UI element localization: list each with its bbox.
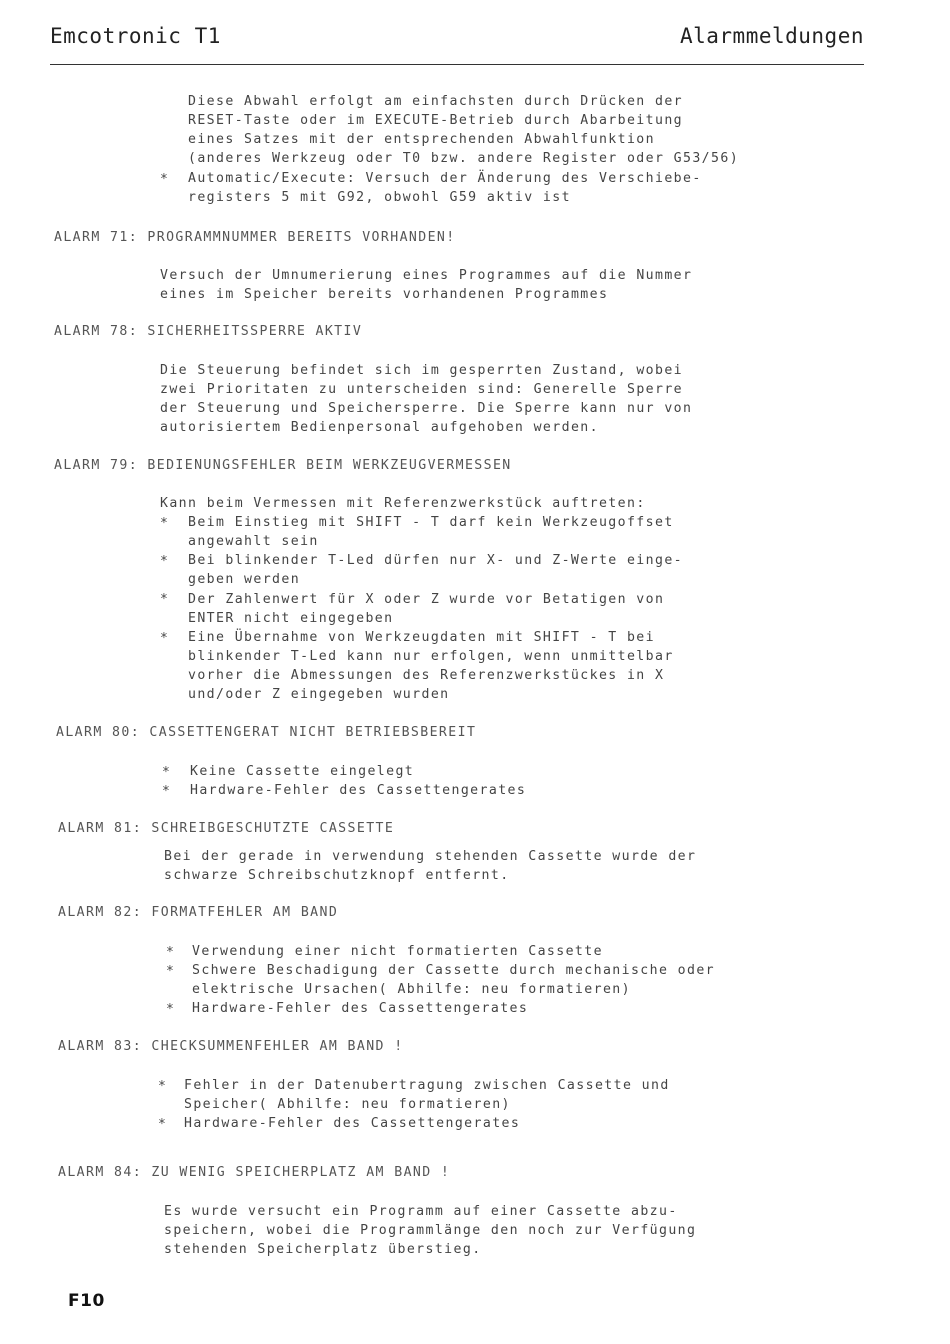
alarm-81-heading: ALARM 81: SCHREIBGESCHUTZTE CASSETTE (58, 821, 395, 836)
bullet-icon: * (160, 516, 168, 531)
bullet-icon: * (160, 554, 168, 569)
bullet-icon: * (160, 631, 168, 646)
text-line: speichern, wobei die Programmlänge den noch zur Verfügung (164, 1223, 697, 1238)
text-line: angewahlt sein (188, 534, 319, 549)
text-line: Fehler in der Datenubertragung zwischen Cassette und (184, 1078, 670, 1093)
header-title-left: Emcotronic T1 (50, 24, 221, 48)
bullet-icon: * (158, 1079, 166, 1094)
header-rule (50, 64, 864, 65)
text-line: ENTER nicht eingegeben (188, 611, 394, 626)
text-line: Versuch der Umnumerierung eines Programmes auf die Nummer (160, 268, 693, 283)
text-line: Bei blinkender T-Led dürfen nur X- und Z-Werte einge- (188, 553, 683, 568)
text-line: registers 5 mit G92, obwohl G59 aktiv ist (188, 190, 571, 205)
text-line: Diese Abwahl erfolgt am einfachsten durch Drücken der (188, 94, 683, 109)
alarm-82-heading: ALARM 82: FORMATFEHLER AM BAND (58, 905, 339, 920)
bullet-icon: * (162, 784, 170, 799)
bullet-icon: * (166, 964, 174, 979)
bullet-icon: * (160, 592, 168, 607)
text-line: Hardware-Fehler des Cassettengerates (190, 783, 527, 798)
text-line: Der Zahlenwert für X oder Z wurde vor Betatigen von (188, 592, 665, 607)
text-line: Automatic/Execute: Versuch der Änderung des Verschiebe- (188, 171, 702, 186)
text-line: Bei der gerade in verwendung stehenden Cassette wurde der (164, 849, 697, 864)
alarm-83-heading: ALARM 83: CHECKSUMMENFEHLER AM BAND ! (58, 1039, 404, 1054)
alarm-84-heading: ALARM 84: ZU WENIG SPEICHERPLATZ AM BAND ! (58, 1165, 451, 1180)
text-line: Schwere Beschadigung der Cassette durch mechanische oder (192, 963, 716, 978)
alarm-78-heading: ALARM 78: SICHERHEITSSPERRE AKTIV (54, 324, 363, 339)
text-line: Hardware-Fehler des Cassettengerates (184, 1116, 521, 1131)
text-line: schwarze Schreibschutzknopf entfernt. (164, 868, 510, 883)
text-line: eines im Speicher bereits vorhandenen Programmes (160, 287, 609, 302)
page-number: F10 (68, 1291, 105, 1311)
text-line: Es wurde versucht ein Programm auf einer Cassette abzu- (164, 1204, 678, 1219)
alarm-71-heading: ALARM 71: PROGRAMMNUMMER BEREITS VORHANDEN! (54, 230, 456, 245)
bullet-icon: * (162, 765, 170, 780)
text-line: (anderes Werkzeug oder T0 bzw. andere Register oder G53/56) (188, 151, 740, 166)
alarm-80-heading: ALARM 80: CASSETTENGERAT NICHT BETRIEBSBEREIT (56, 725, 477, 740)
text-line: Eine Übernahme von Werkzeugdaten mit SHIFT - T bei (188, 630, 655, 645)
text-line: autorisiertem Bedienpersonal aufgehoben werden. (160, 420, 599, 435)
text-line: RESET-Taste oder im EXECUTE-Betrieb durch Abarbeitung (188, 113, 683, 128)
text-line: stehenden Speicherplatz überstieg. (164, 1242, 482, 1257)
header-title-right: Alarmmeldungen (679, 24, 864, 48)
text-line: vorher die Abmessungen des Referenzwerkstückes in X (188, 668, 665, 683)
bullet-icon: * (160, 172, 168, 187)
text-line: eines Satzes mit der entsprechenden Abwahlfunktion (188, 132, 655, 147)
alarm-79-heading: ALARM 79: BEDIENUNGSFEHLER BEIM WERKZEUGVERMESSEN (54, 458, 512, 473)
bullet-icon: * (158, 1117, 166, 1132)
bullet-icon: * (166, 1002, 174, 1017)
text-line: geben werden (188, 572, 301, 587)
text-line: Speicher( Abhilfe: neu formatieren) (184, 1097, 511, 1112)
text-line: Keine Cassette eingelegt (190, 764, 415, 779)
text-line: der Steuerung und Speichersperre. Die Sperre kann nur von (160, 401, 693, 416)
text-line: und/oder Z eingegeben wurden (188, 687, 450, 702)
text-line: zwei Prioritaten zu unterscheiden sind: Generelle Sperre (160, 382, 684, 397)
text-line: Verwendung einer nicht formatierten Cassette (192, 944, 603, 959)
text-line: Die Steuerung befindet sich im gesperrten Zustand, wobei (160, 363, 684, 378)
text-line: Beim Einstieg mit SHIFT - T darf kein Werkzeugoffset (188, 515, 674, 530)
text-line: Kann beim Vermessen mit Referenzwerkstück auftreten: (160, 496, 646, 511)
text-line: Hardware-Fehler des Cassettengerates (192, 1001, 529, 1016)
text-line: elektrische Ursachen( Abhilfe: neu formatieren) (192, 982, 631, 997)
text-line: blinkender T-Led kann nur erfolgen, wenn unmittelbar (188, 649, 674, 664)
bullet-icon: * (166, 945, 174, 960)
